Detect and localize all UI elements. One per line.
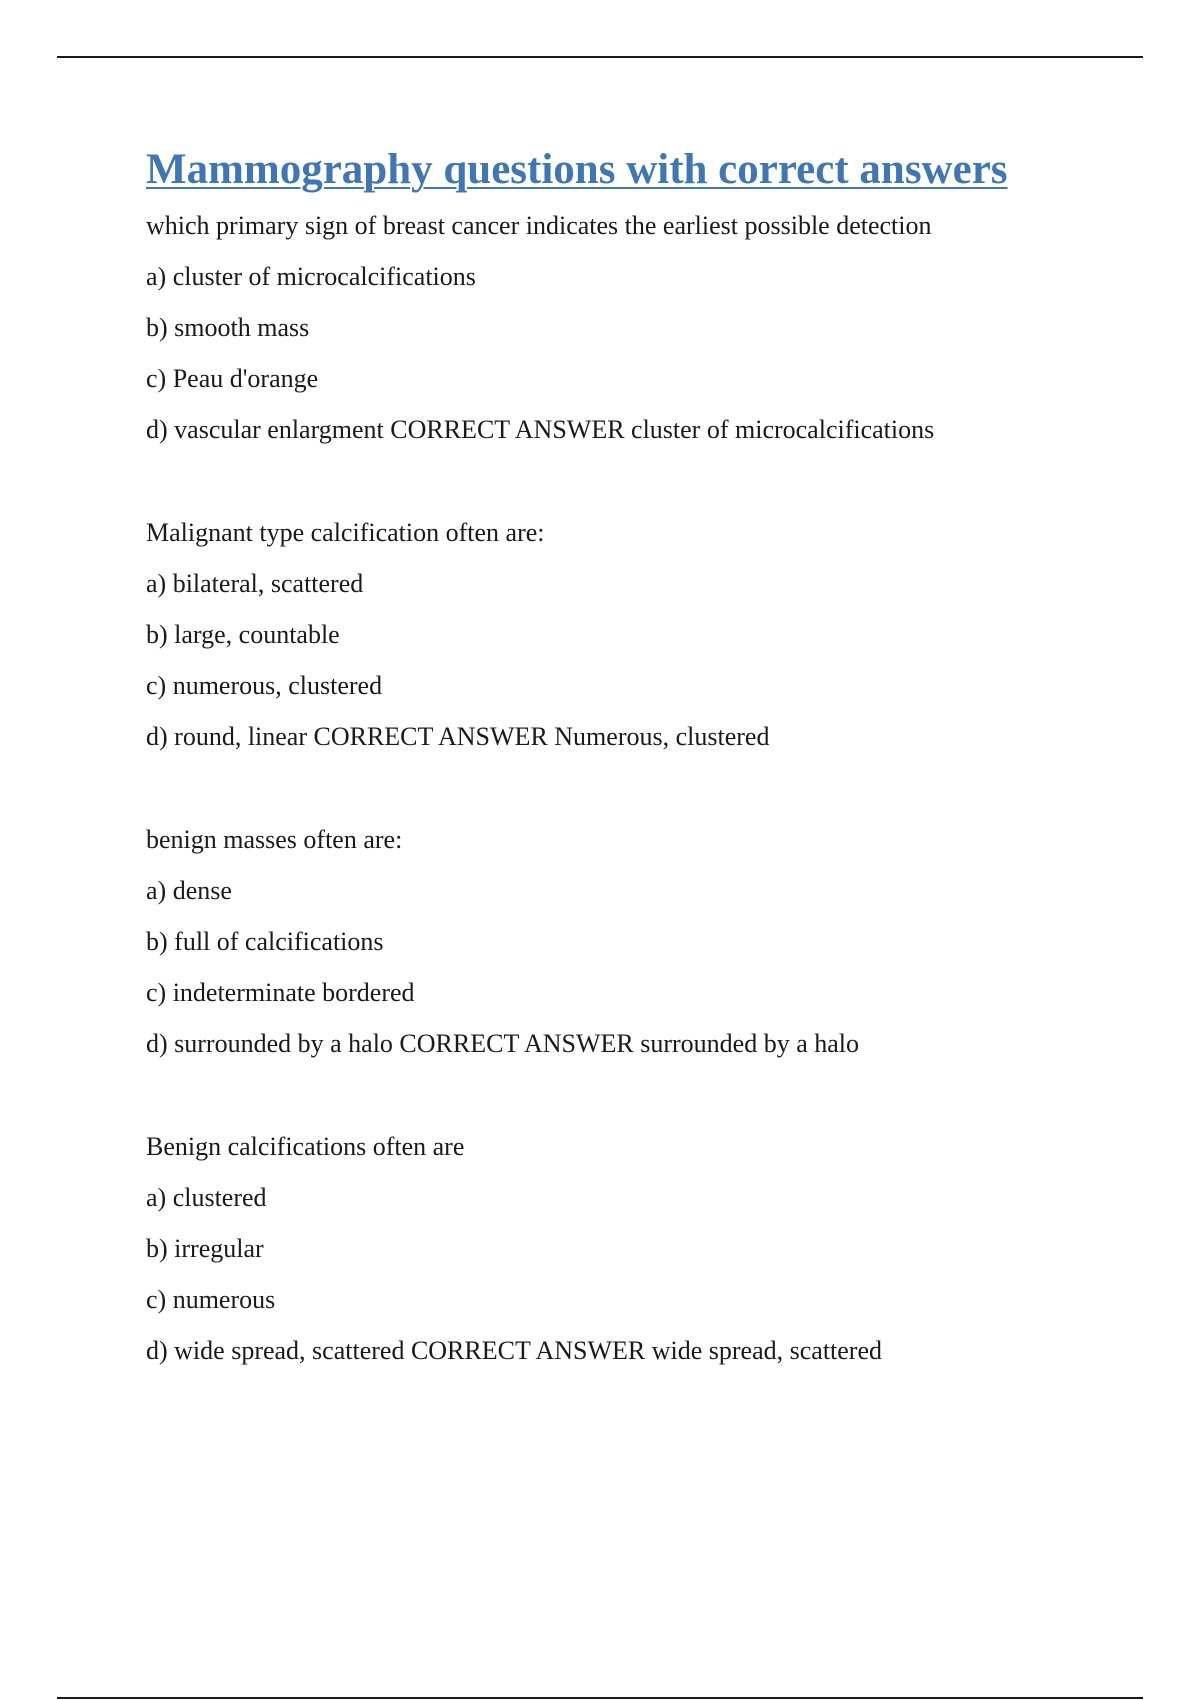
question-block [146, 1121, 1106, 1376]
answer-option: a) dense [146, 876, 232, 905]
question-prompt: benign masses often are: [146, 825, 403, 854]
answer-option: c) numerous, clustered [146, 671, 383, 700]
answer-option: d) wide spread, scattered CORRECT ANSWER wide spread, scattered [146, 1336, 882, 1365]
answer-option: a) cluster of microcalcifications [146, 262, 476, 291]
answer-option: c) numerous [146, 1285, 276, 1314]
answer-option: d) round, linear CORRECT ANSWER Numerous, clustered [146, 722, 770, 751]
question-block [146, 814, 1106, 1069]
question-prompt: Benign calcifications often are [146, 1132, 465, 1161]
footer-rule [57, 1697, 1143, 1699]
answer-option: a) clustered [146, 1183, 267, 1212]
answer-option: a) bilateral, scattered [146, 569, 364, 598]
answer-option: d) surrounded by a halo CORRECT ANSWER surrounded by a halo [146, 1029, 859, 1058]
question-prompt: which primary sign of breast cancer indicates the earliest possible detection [146, 211, 932, 240]
answer-option: c) Peau d'orange [146, 364, 319, 393]
document-title: Mammography questions with correct answers [146, 146, 1008, 193]
answer-option: b) smooth mass [146, 313, 310, 342]
answer-option: b) irregular [146, 1234, 264, 1263]
question-spacer [146, 1069, 1106, 1121]
document-body [146, 140, 1106, 1376]
question-spacer [146, 762, 1106, 814]
answer-option: d) vascular enlargment CORRECT ANSWER cluster of microcalcifications [146, 415, 935, 444]
question-spacer [146, 455, 1106, 507]
answer-option: b) full of calcifications [146, 927, 384, 956]
question-block [146, 507, 1106, 762]
question-block [146, 200, 1106, 455]
header-rule [57, 56, 1143, 58]
answer-option: c) indeterminate bordered [146, 978, 415, 1007]
answer-option: b) large, countable [146, 620, 340, 649]
question-prompt: Malignant type calcification often are: [146, 518, 545, 547]
